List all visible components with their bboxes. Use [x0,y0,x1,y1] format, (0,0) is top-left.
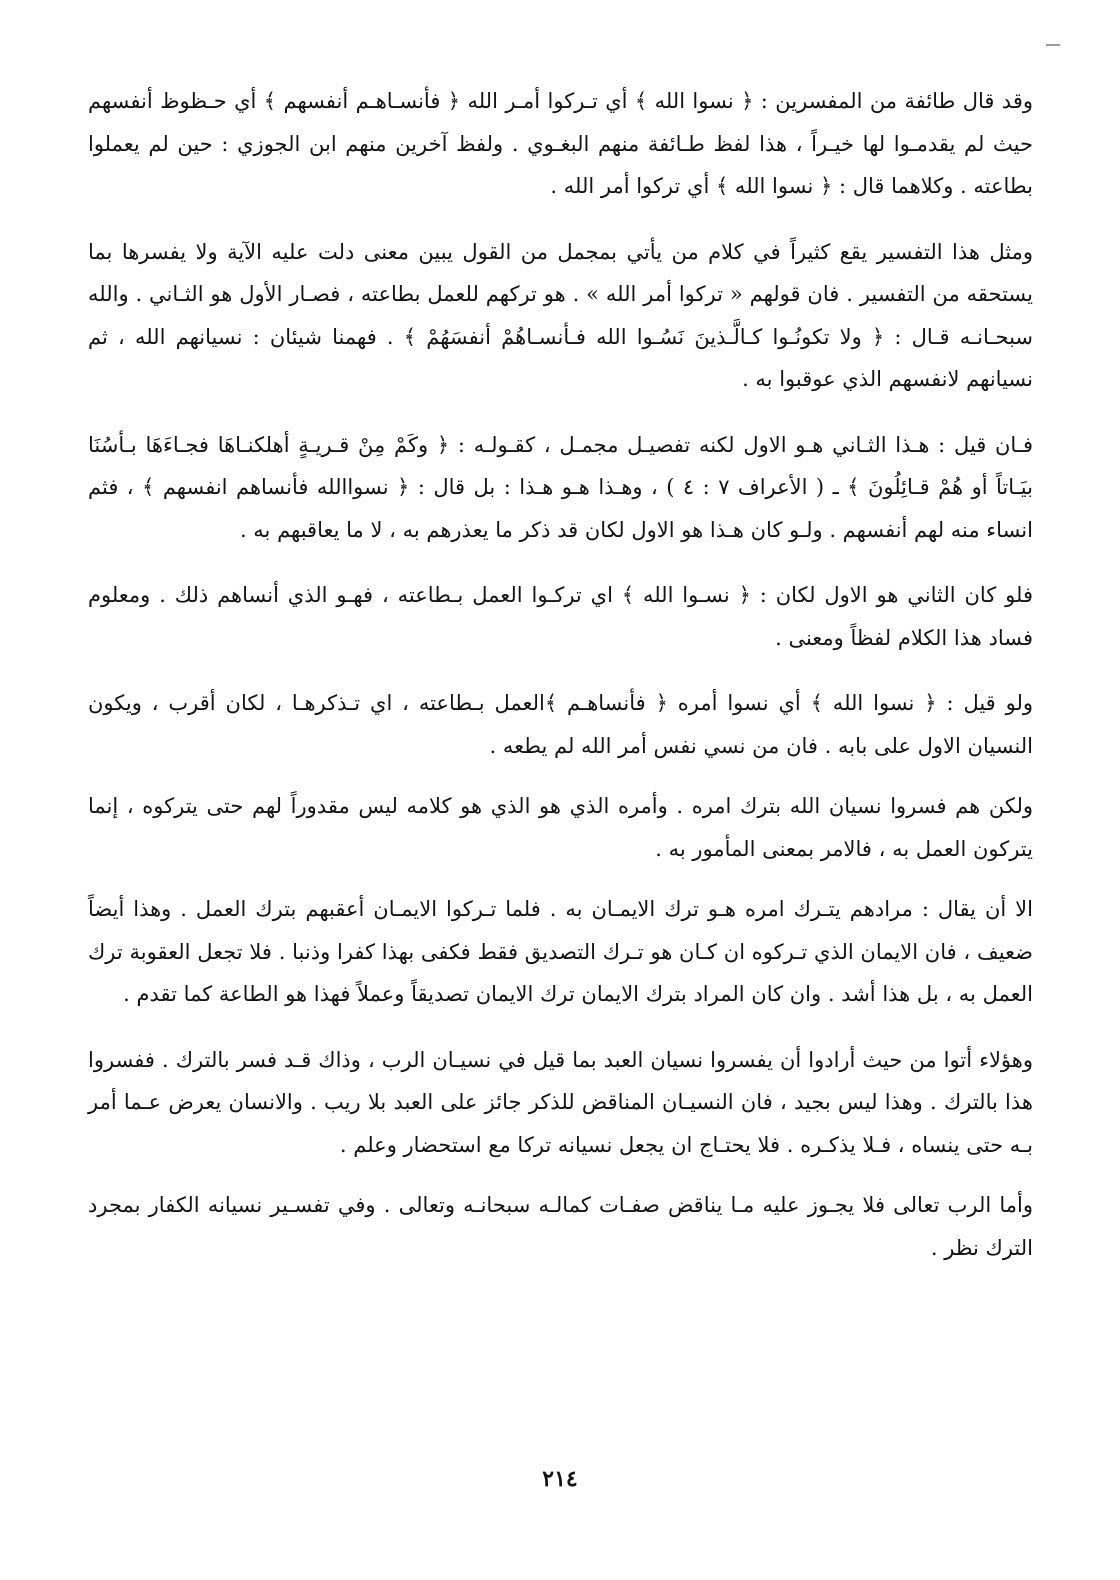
paragraph-6: ولكن هم فسروا نسيان الله بترك امره . وأمره الذي هو الذي هو كلامه ليس مقدوراً لهم حتى يتركوه ، إنما يتركون العمل به ، فالامر بمعنى المأمور به . [88,794,1033,861]
paragraph-3: فـان قيل : هـذا الثـاني هـو الاول لكنه تفصيـل مجمـل ، كقـولـه : ﴿ وكَمْ مِنْ قـريـةٍ أهلكنـاهَا فجـاءَهَا بـأسُنَا بيَـاتاً أو هُمْ قـائِلُونَ ﴾ ـ ( الأعراف ٧ : ٤ ) ، وهـذا هـو هـذا : بل قال : ﴿ نسواالله فأنساهم انفسهم ﴾ ، فثم انساء منه لهم أنفسهم . ولـو كان هـذا هو الاول لكان قد ذكر ما يعذرهم به ، لا ما يعاقبهم به . [88,432,1033,542]
margin-mark [1046,44,1060,46]
paragraph-7: الا أن يقال : مرادهم يتـرك امره هـو ترك الايمـان به . فلما تـركوا الايمـان أعقبهم بترك العمل . وهذا أيضاً ضعيف ، فان الايمان الذي تـركوه ان كـان هو تـرك التصديق فقط فكفى بهذا كفرا وذنبا . فلا تجعل العقوبة ترك العمل به ، بل هذا أشد . وان كان المراد بترك الايمان ترك الايمان تصديقاً وعملاً فهذا هو الطاعة كما تقدم . [88,897,1033,1006]
paragraph-9: وأما الرب تعالى فلا يجـوز عليه مـا يناقض صفـات كمالـه سبحانـه وتعالى . وفي تفسـير نسيانه الكفار بمجرد الترك نظر . [88,1193,1033,1260]
paragraph-1: وقد قال طائفة من المفسرين : ﴿ نسوا الله ﴾ أي تـركوا أمـر الله ﴿ فأنسـاهـم أنفسهم ﴾ أي حـظوظ أنفسهم حيث لم يقدمـوا لها خيـراً ، هذا لفظ طـائفة منهم البغـوي . ولفظ آخرين منهم ابن الجوزي : حين لم يعملوا بطاعته . وكلاهما قال : ﴿ نسوا الله ﴾ أي تركوا أمر الله . [88,89,1033,198]
page-body [88,80,1033,1292]
paragraph-2: ومثل هذا التفسير يقع كثيراً في كلام من يأتي بمجمل من القول يبين معنى دلت عليه الآية ولا يفسرها بما يستحقه من التفسير . فان قولهم « تركوا أمر الله » . هو تركهم للعمل بطاعته ، فصـار الأول هو الثـاني . والله سبحـانـه قـال : ﴿ ولا تكونُـوا كـالَّـذينَ نَسُـوا الله فـأنسـاهُمْ أنفسَهُمْ ﴾ . فهمنا شيئان : نسيانهم الله ، ثم نسيانهم لانفسهم الذي عوقبوا به . [88,239,1033,391]
paragraph-4: فلو كان الثاني هو الاول لكان : ﴿ نسـوا الله ﴾ اي تركـوا العمل بـطاعته ، فهـو الذي أنساهم ذلك . ومعلوم فساد هذا الكلام لفظاً ومعنى . [88,583,1033,650]
paragraph-5: ولو قيل : ﴿ نسوا الله ﴾ أي نسوا أمره ﴿ فأنساهـم ﴾العمل بـطاعته ، اي تـذكرهـا ، لكان أقرب ، ويكون النسيان الاول على بابه . فان من نسي نفس أمر الله لم يطعه . [88,691,1033,758]
paragraph-8: وهؤلاء أتوا من حيث أرادوا أن يفسروا نسيان العبد بما قيل في نسيـان الرب ، وذاك قـد فسر بالترك . ففسروا هذا بالترك . وهذا ليس بجيد ، فان النسيـان المناقض للذكر جائز على العبد بلا ريب . والانسان يعرض عـما أمر بـه حتى ينساه ، فـلا يذكـره . فلا يحتـاج ان يجعل نسيانه تركا مع استحضار وعلم . [88,1047,1033,1157]
page-number: ٢١٤ [542,1466,578,1492]
